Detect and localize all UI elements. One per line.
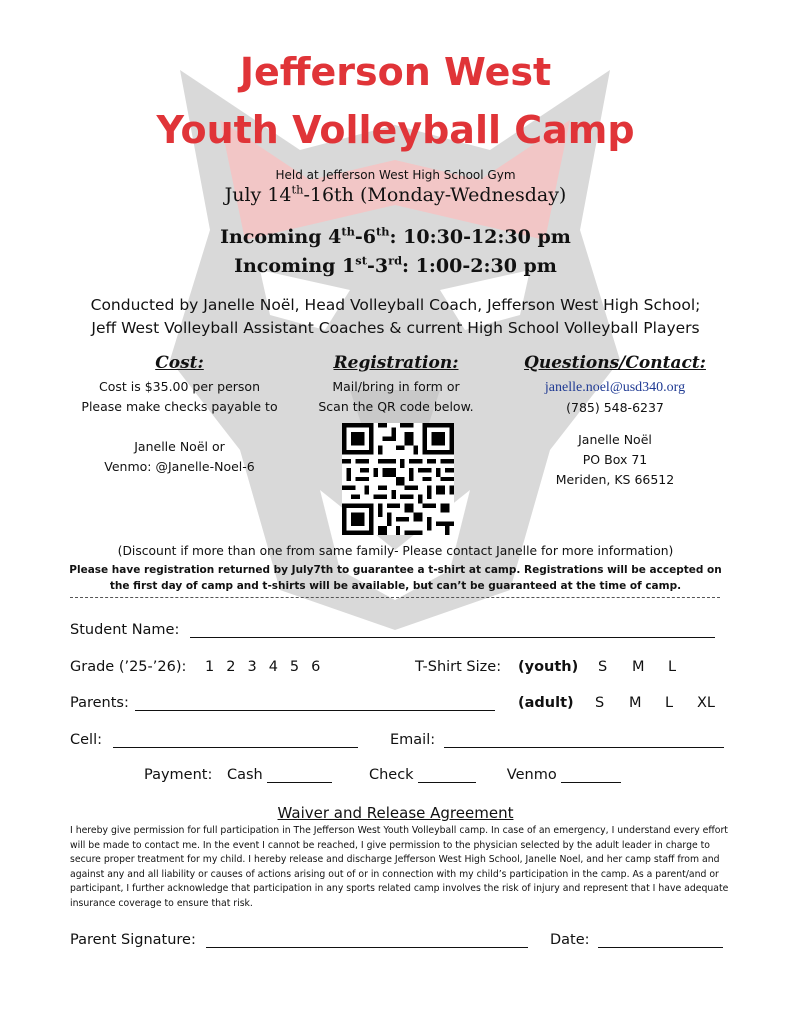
adult-size-option[interactable]: L: [665, 695, 674, 711]
camp-dates: July 14th-16th (Monday-Wednesday): [224, 182, 567, 206]
cost-section: Cost: Cost is $35.00 per person Please make checks payable to Janelle Noël or Venmo: @Janelle-Noel-6: [62, 353, 297, 477]
adult-size-option[interactable]: M: [629, 695, 642, 711]
conducted-by: Conducted by Janelle Noël, Head Volleyball Coach, Jefferson West High School; Jeff West Volleyball Assistant Coaches & current High School Volleyball Players: [90, 296, 701, 337]
parents-field[interactable]: [135, 696, 495, 711]
waiver-text: I hereby give permission for full participation in The Jefferson West Youth Volleyball camp. In case of an emergency, I understand every effort will be made to contact me. In the event I cannot be reached, I give permission to the physician selected by the adult leader in charge to secure proper treatment for my child. I hereby release and discharge Jefferson West High School, Janelle Noel, and her camp staff from and against any and all liability or causes of actions arising out of or in connection with my child’s participation in the camp. As a parent/and or participant, I further acknowledge that participation in any sports related camp involves the risk of injury and represent that I have adequate insurance coverage to ensure that risk.: [70, 825, 729, 909]
grade-row: Grade (’25-’26): 1 2 3 4 5 6 T-Shirt Size: (youth) S M L: [70, 659, 677, 675]
email-field[interactable]: [444, 733, 724, 748]
cell-email-row: Cell: Email:: [70, 732, 730, 748]
grade-option[interactable]: 1: [204, 659, 215, 675]
contact-section: Questions/Contact: janelle.noel@usd340.org (785) 548-6237 Janelle Noël PO Box 71 Meriden, KS 66512: [500, 353, 730, 490]
youth-size-option[interactable]: M: [632, 659, 645, 675]
date-field[interactable]: [598, 933, 723, 948]
camp-title-line1: Jefferson West: [239, 50, 552, 94]
venmo-field[interactable]: [561, 768, 621, 783]
cut-line-divider: [70, 597, 720, 598]
adult-size-option[interactable]: S: [595, 695, 605, 711]
grade-option[interactable]: 5: [289, 659, 300, 675]
grade-option[interactable]: 6: [311, 659, 321, 675]
grade-option[interactable]: 3: [247, 659, 257, 675]
parent-signature-field[interactable]: [206, 933, 528, 948]
check-field[interactable]: [418, 768, 476, 783]
registration-qr-code[interactable]: [342, 423, 454, 535]
contact-phone: (785) 548-6237: [566, 400, 664, 415]
payment-row: Payment: Cash Check Venmo: [144, 767, 644, 783]
registration-section: Registration: Mail/bring in form or Scan the QR code below.: [292, 353, 500, 417]
contact-heading: Questions/Contact:: [524, 353, 706, 373]
signature-row: Parent Signature: Date:: [70, 932, 730, 948]
youth-size-option[interactable]: L: [668, 659, 677, 675]
cell-field[interactable]: [113, 733, 358, 748]
youth-size-option[interactable]: S: [598, 659, 608, 675]
held-at-text: Held at Jefferson West High School Gym: [275, 168, 516, 182]
discount-note: (Discount if more than one from same family- Please contact Janelle for more information): [117, 544, 674, 558]
time-incoming-1-3: Incoming 1st-3rd: 1:00-2:30 pm: [234, 253, 557, 277]
parents-row: Parents: (adult) S M L XL: [70, 695, 716, 711]
time-incoming-4-6: Incoming 4th-6th: 10:30-12:30 pm: [220, 224, 571, 248]
registration-deadline-note: Please have registration returned by July7th to guarantee a t-shirt at camp. Registrations will be accepted on the first day of camp and t-shirts will be available, but can’t be guaranteed at the time of camp.: [69, 564, 722, 592]
adult-size-option[interactable]: XL: [697, 695, 716, 711]
grade-option[interactable]: 2: [226, 659, 236, 675]
student-name-field[interactable]: Student Name:: [70, 622, 715, 638]
registration-heading: Registration:: [333, 353, 459, 373]
waiver-title: Waiver and Release Agreement: [277, 804, 514, 822]
cost-heading: Cost:: [155, 353, 204, 373]
cash-field[interactable]: [267, 768, 332, 783]
contact-email-link[interactable]: janelle.noel@usd340.org: [544, 380, 686, 395]
camp-title-line2: Youth Volleyball Camp: [156, 108, 635, 152]
grade-option[interactable]: 4: [268, 659, 278, 675]
